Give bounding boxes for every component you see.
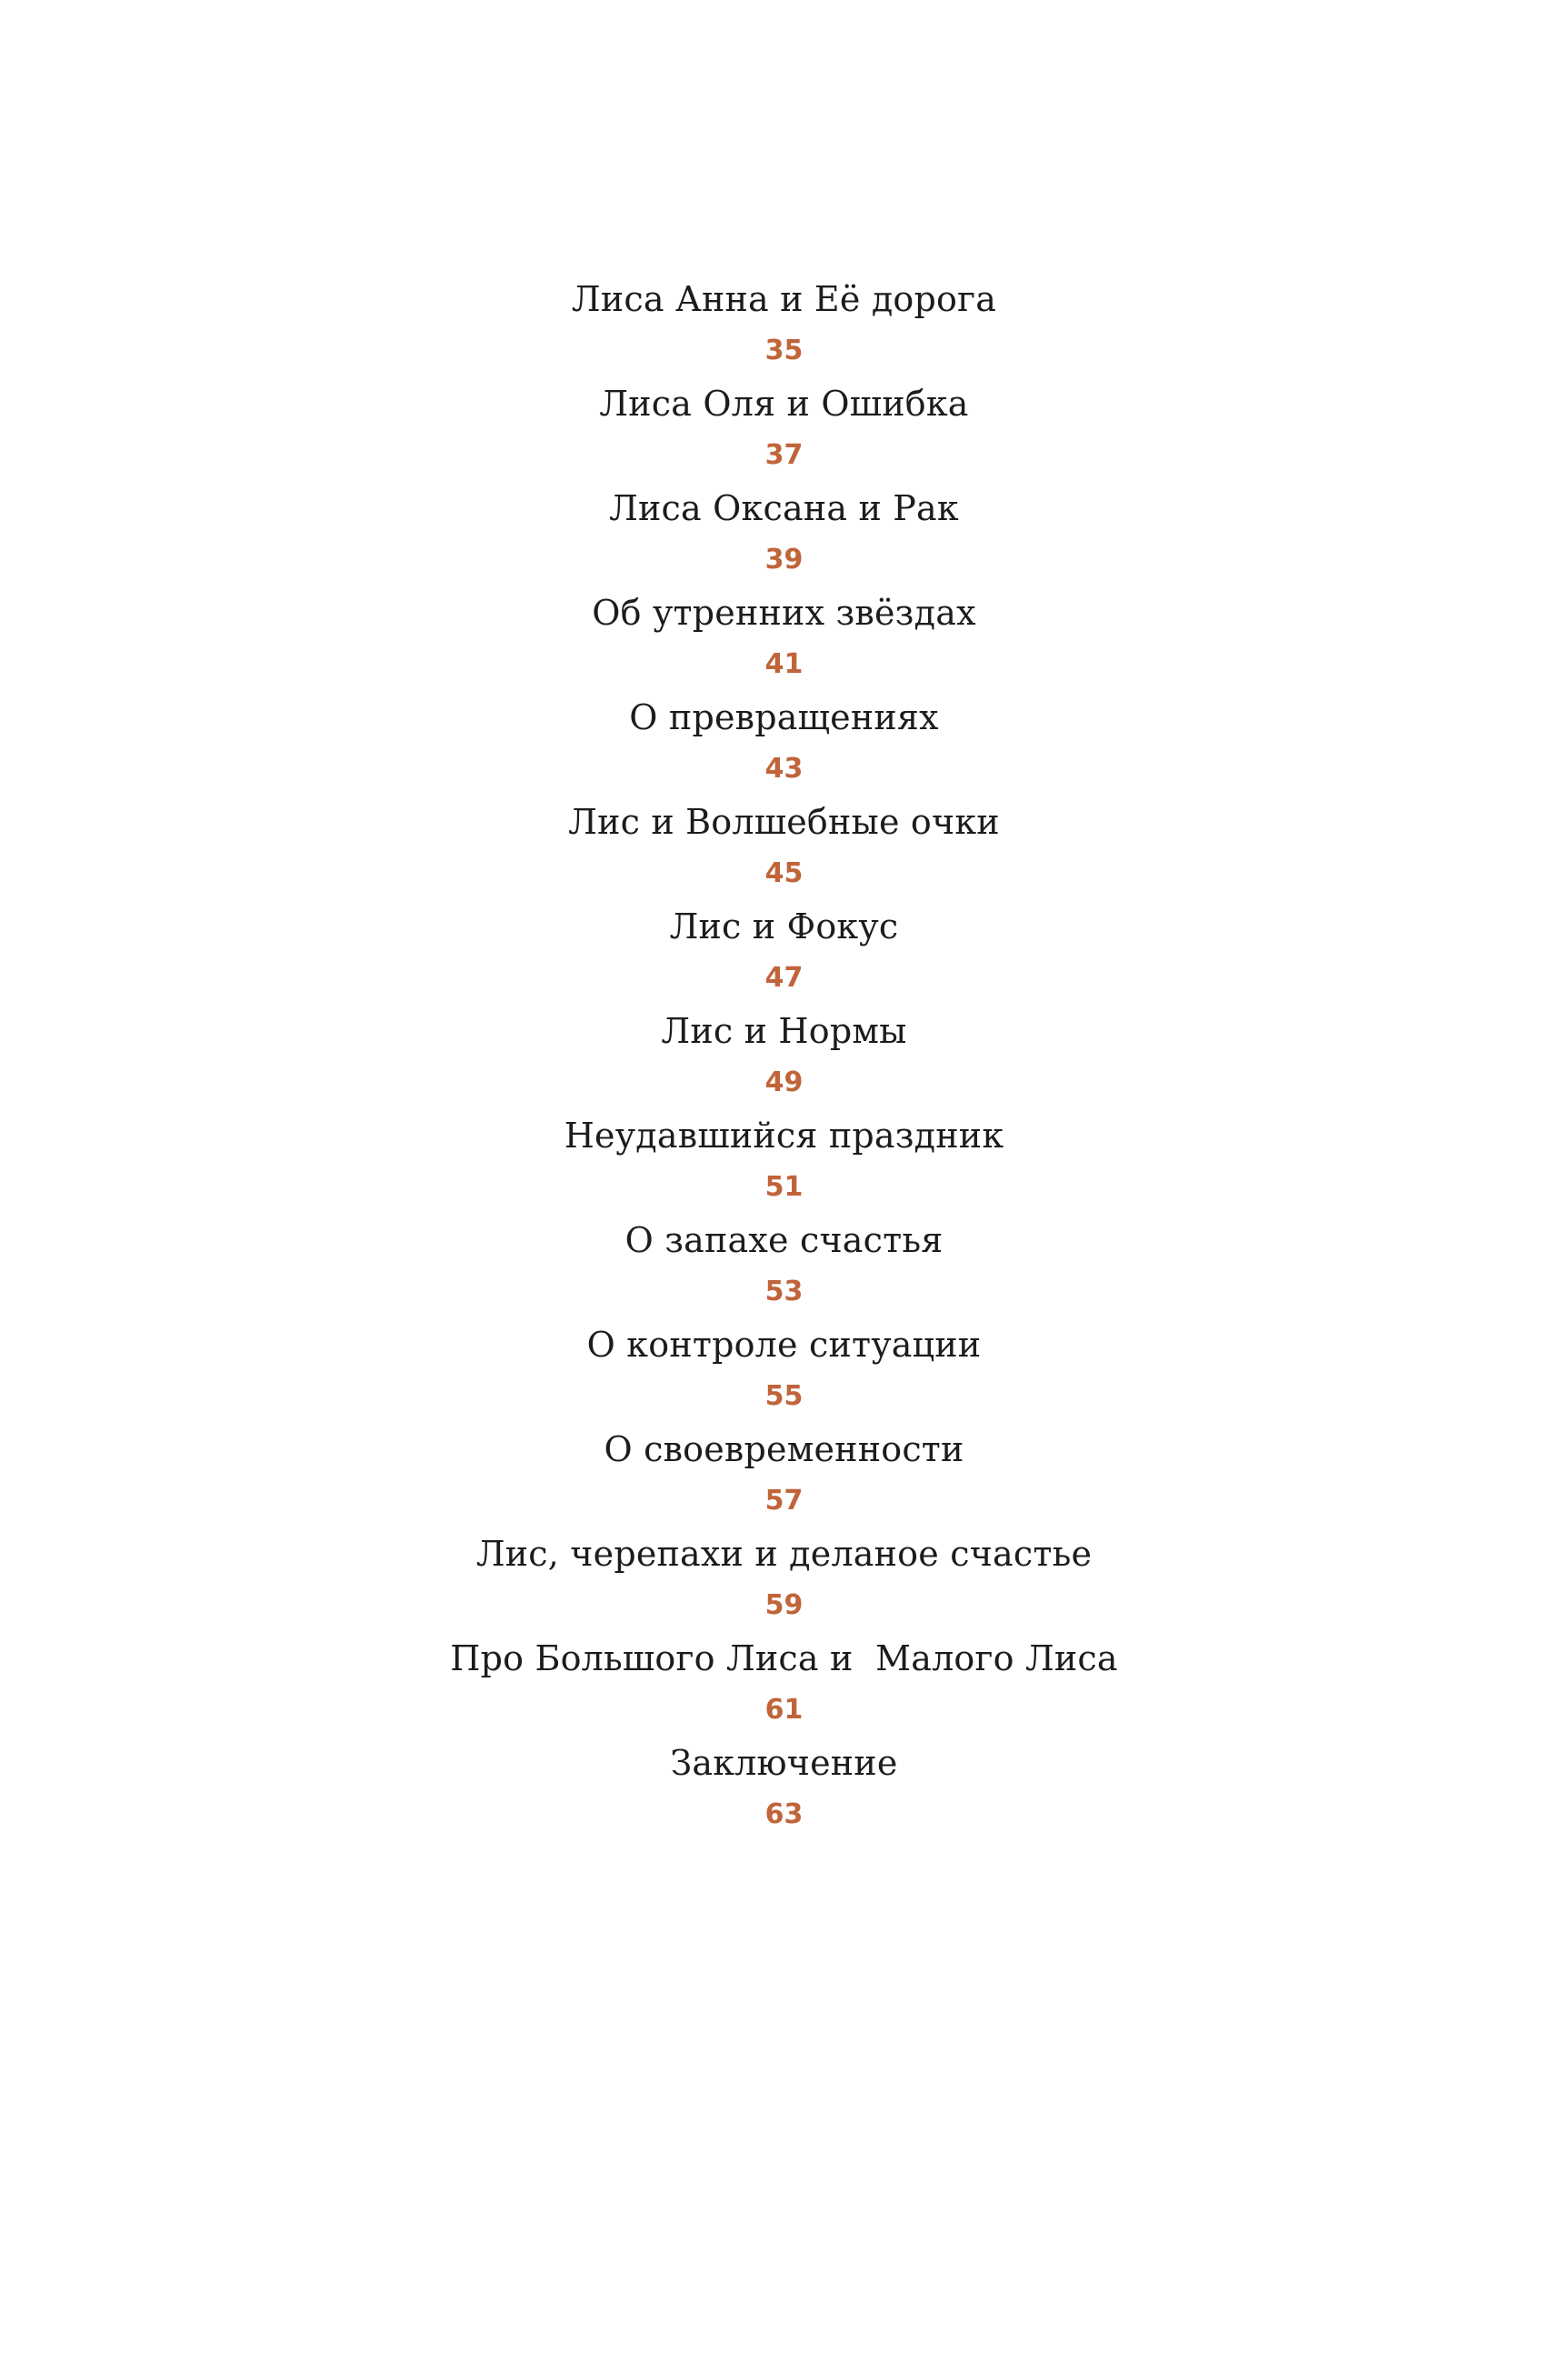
toc-entry[interactable] bbox=[670, 902, 899, 1006]
toc-entry-title: Лиса Оля и Ошибка bbox=[599, 384, 969, 424]
toc-entry-title: О контроле ситуации bbox=[586, 1325, 982, 1365]
toc-entry[interactable] bbox=[670, 1738, 897, 1843]
toc-entry[interactable] bbox=[609, 484, 959, 588]
toc-entry[interactable] bbox=[592, 588, 975, 693]
toc-entry-title: О запахе счастья bbox=[624, 1220, 944, 1260]
toc-entry-title: Лис, черепахи и деланое счастье bbox=[475, 1534, 1093, 1574]
toc-entry-title: О превращениях bbox=[629, 697, 939, 737]
toc-entry[interactable] bbox=[476, 1529, 1092, 1634]
toc-entry[interactable] bbox=[587, 1320, 982, 1425]
toc-entry-page-number: 43 bbox=[764, 753, 804, 785]
toc-entry-title: Лис и Фокус bbox=[669, 906, 899, 946]
toc-entry[interactable] bbox=[568, 797, 1000, 902]
toc-entry-title: Про Большого Лиса и Малого Лиса bbox=[450, 1638, 1118, 1678]
toc-entry-page-number: 41 bbox=[764, 648, 804, 680]
toc-entry[interactable] bbox=[629, 693, 938, 797]
toc-entry[interactable] bbox=[661, 1006, 906, 1111]
toc-entry-title: Неудавшийся праздник bbox=[564, 1116, 1004, 1156]
toc-entry-page-number: 63 bbox=[764, 1798, 804, 1830]
toc-entry-page-number: 61 bbox=[764, 1694, 804, 1726]
toc-entry-page-number: 39 bbox=[764, 544, 804, 576]
toc-entry[interactable] bbox=[450, 1634, 1118, 1738]
toc-entry[interactable] bbox=[604, 1425, 964, 1529]
toc-entry-page-number: 47 bbox=[764, 962, 804, 994]
toc-entry-title: Лис и Нормы bbox=[661, 1011, 907, 1051]
toc-entry-page-number: 59 bbox=[764, 1589, 804, 1621]
toc-entry-title: Лис и Волшебные очки bbox=[568, 802, 1000, 842]
toc-entry-title: О своевременности bbox=[604, 1429, 964, 1469]
toc-entry[interactable] bbox=[564, 1111, 1004, 1216]
toc-entry-page-number: 37 bbox=[764, 439, 804, 471]
toc-entry-page-number: 57 bbox=[764, 1485, 804, 1517]
toc-entry-page-number: 53 bbox=[764, 1276, 804, 1307]
toc-entry[interactable] bbox=[572, 275, 996, 379]
table-of-contents bbox=[0, 275, 1568, 1843]
toc-entry-page-number: 49 bbox=[764, 1066, 804, 1098]
toc-entry-title: Об утренних звёздах bbox=[592, 593, 976, 633]
toc-entry-page-number: 45 bbox=[764, 857, 804, 889]
toc-entry-title: Заключение bbox=[670, 1743, 898, 1783]
toc-entry-title: Лиса Анна и Её дорога bbox=[571, 279, 997, 319]
toc-entry-page-number: 55 bbox=[764, 1380, 804, 1412]
toc-entry[interactable] bbox=[599, 379, 968, 484]
toc-entry-page-number: 51 bbox=[764, 1171, 804, 1203]
toc-entry-title: Лиса Оксана и Рак bbox=[609, 488, 959, 528]
toc-entry-page-number: 35 bbox=[764, 335, 804, 366]
toc-entry[interactable] bbox=[625, 1216, 944, 1320]
